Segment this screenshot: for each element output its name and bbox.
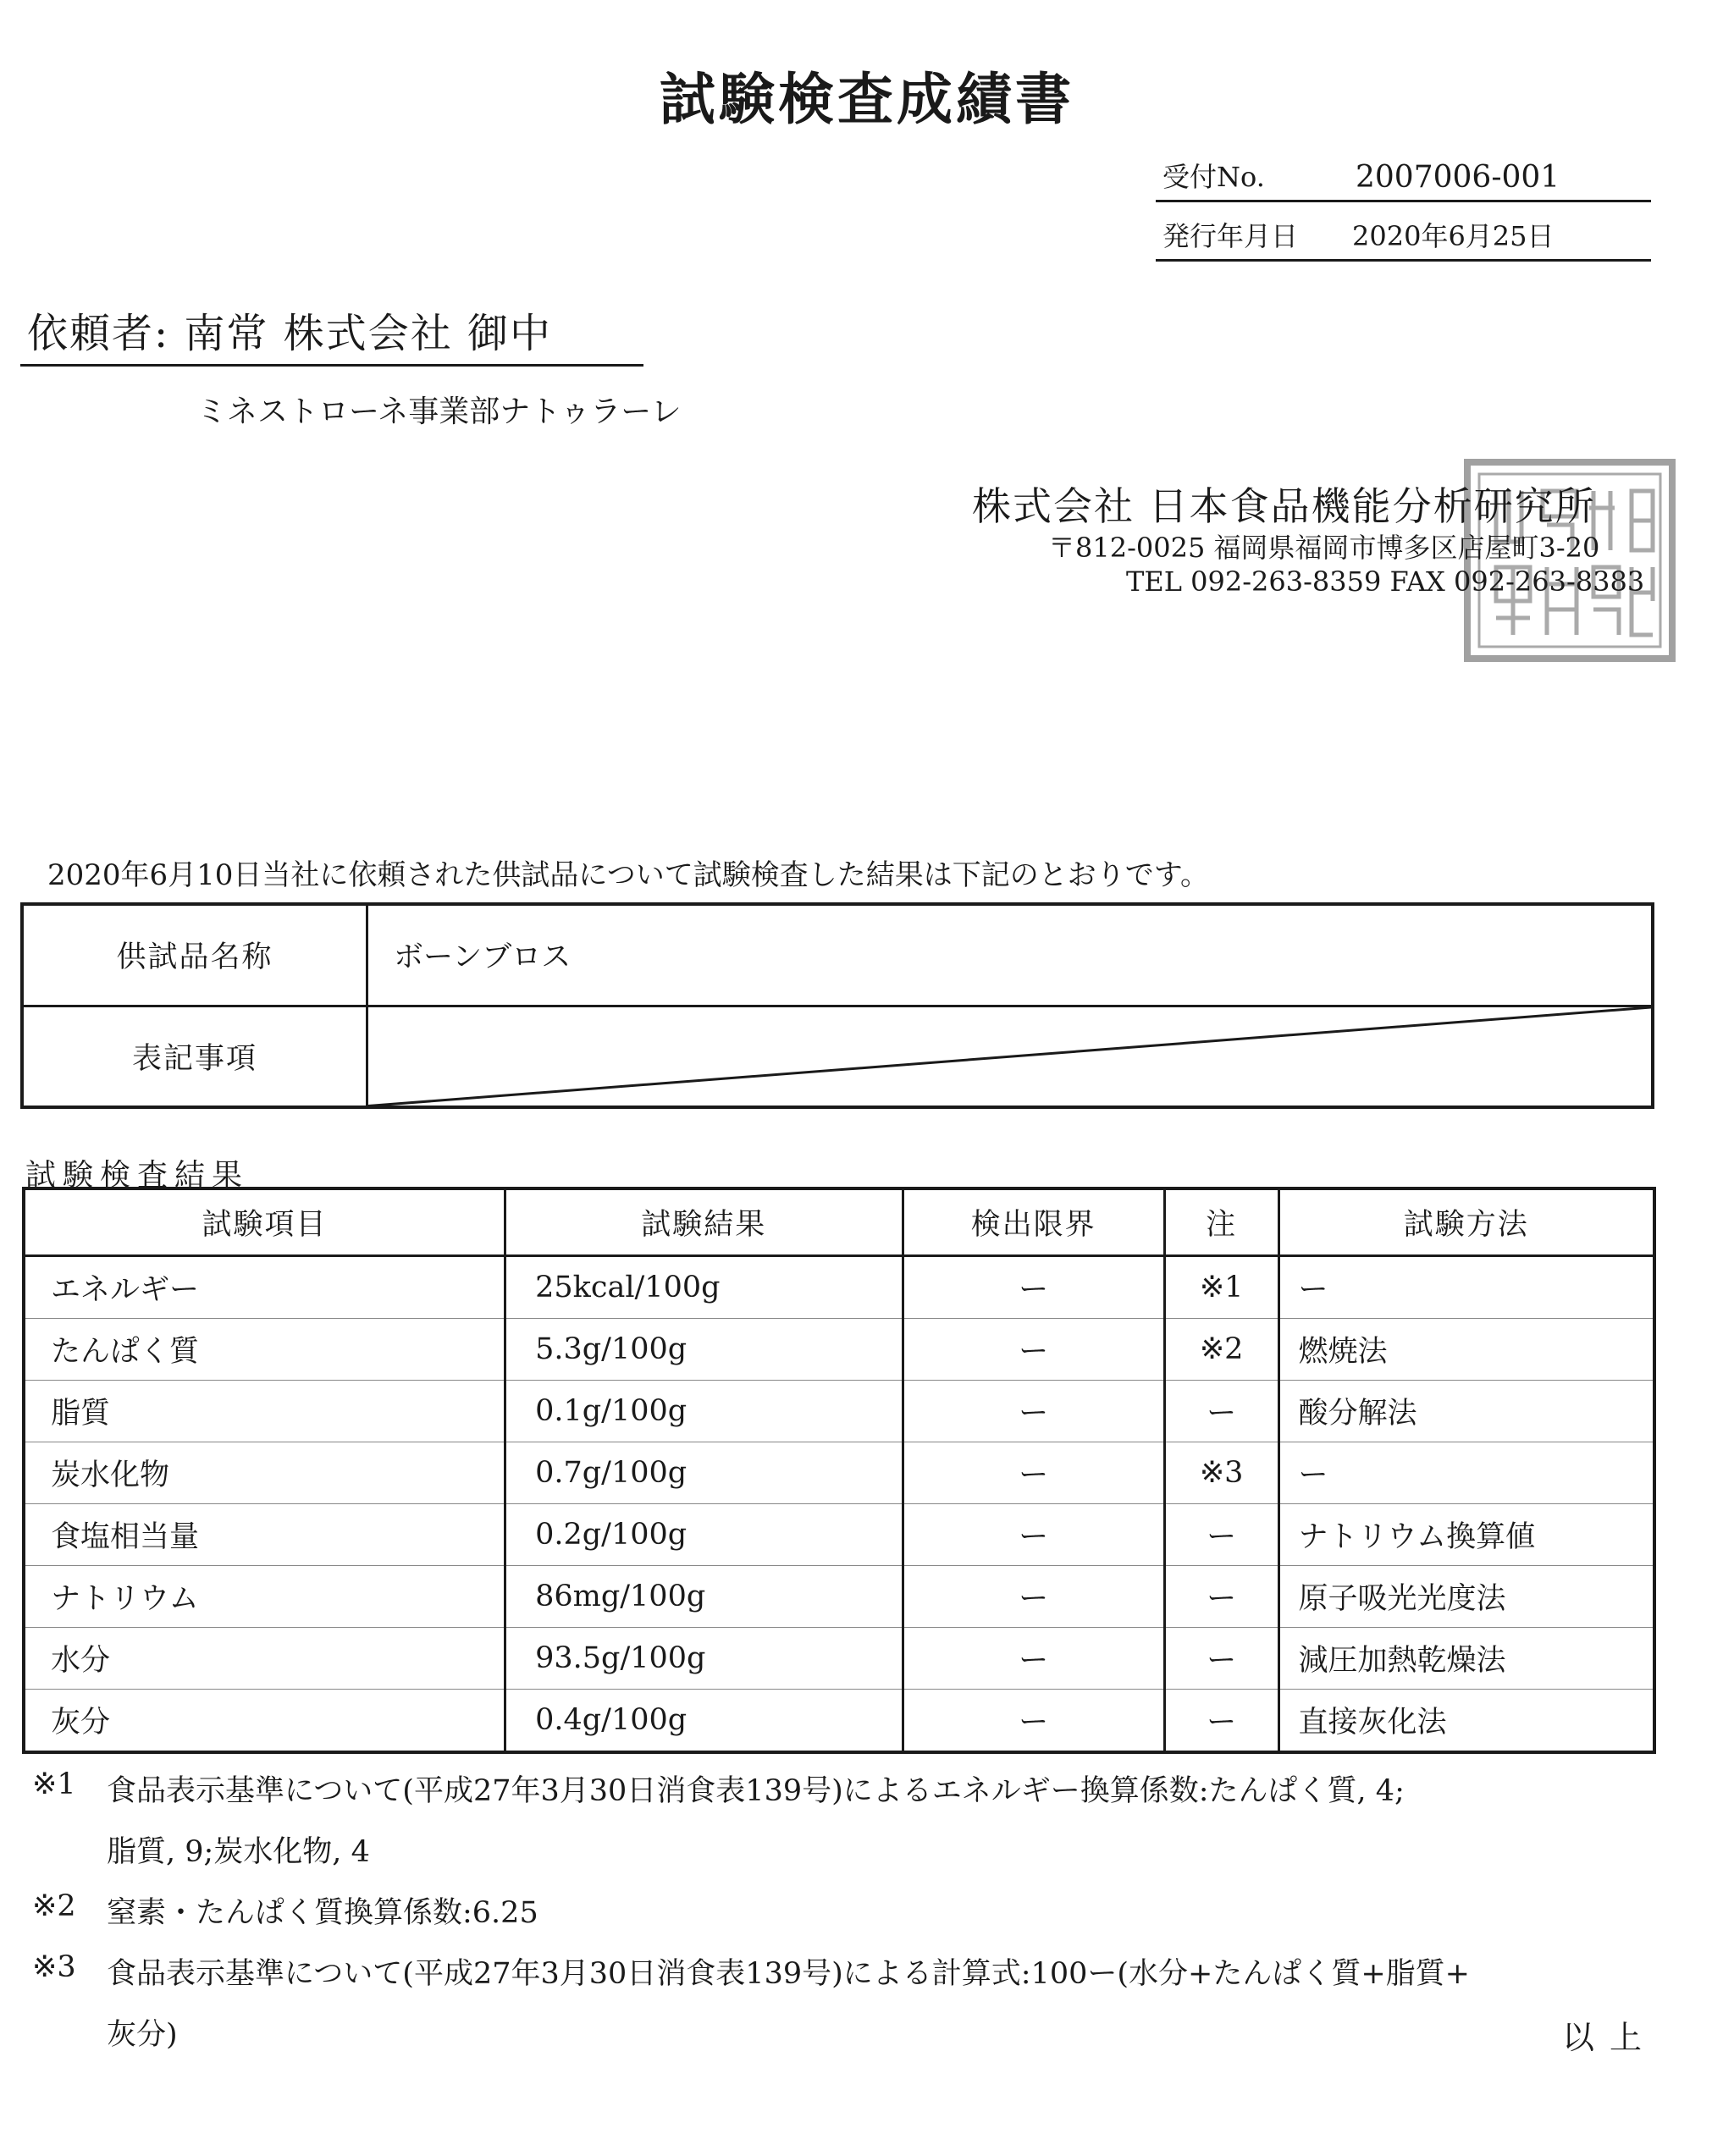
note-cell: ー: [1164, 1690, 1278, 1753]
issuer-company-name: 株式会社 日本食品機能分析研究所: [972, 483, 1596, 529]
item-cell: 脂質: [24, 1381, 505, 1442]
header-limit: 検出限界: [903, 1188, 1164, 1256]
limit-cell: ー: [903, 1256, 1164, 1319]
method-cell: 酸分解法: [1278, 1381, 1654, 1442]
issuer-address: 〒812-0025 福岡県福岡市博多区店屋町3-20: [1048, 532, 1600, 564]
issue-date-value: 2020年6月25日: [1352, 220, 1555, 252]
method-cell: 原子吸光光度法: [1278, 1566, 1654, 1628]
receipt-number-label: 受付No.: [1162, 161, 1265, 193]
intro-statement: 2020年6月10日当社に依頼された供試品について試験検査した結果は下記のとおりです。: [47, 858, 1210, 892]
header-result: 試験結果: [505, 1188, 903, 1256]
result-cell: 0.2g/100g: [505, 1504, 903, 1566]
sample-name-label: 供試品名称: [22, 904, 367, 1006]
method-cell: ー: [1278, 1256, 1654, 1319]
note-cell: ー: [1164, 1504, 1278, 1566]
footnote-3-mark: ※3: [32, 1950, 76, 1984]
results-table: [22, 1187, 1656, 1754]
footnote-3-line-2: 灰分): [107, 2018, 178, 2052]
table-row: [24, 1442, 1654, 1504]
issue-date-label: 発行年月日: [1162, 220, 1299, 252]
results-section-label: 試験検査結果: [25, 1158, 250, 1193]
footnote-3-line-1: 食品表示基準について(平成27年3月30日消食表139号)による計算式:100ー(水分+たんぱく質+脂質+: [107, 1957, 1470, 1991]
method-cell: ナトリウム換算値: [1278, 1504, 1654, 1566]
client-department: ミネストローネ事業部ナトゥラーレ: [196, 394, 682, 429]
result-cell: 0.7g/100g: [505, 1442, 903, 1504]
table-row: [24, 1504, 1654, 1566]
client-name-line: [20, 312, 643, 367]
note-cell: ※3: [1164, 1442, 1278, 1504]
result-cell: 93.5g/100g: [505, 1628, 903, 1690]
limit-cell: ー: [903, 1690, 1164, 1753]
table-row: [24, 1690, 1654, 1753]
sample-name-row: [22, 904, 1653, 1006]
item-cell: ナトリウム: [24, 1566, 505, 1628]
item-cell: たんぱく質: [24, 1319, 505, 1381]
table-row: [24, 1256, 1654, 1319]
method-cell: ー: [1278, 1442, 1654, 1504]
note-cell: ー: [1164, 1381, 1278, 1442]
note-cell: ※2: [1164, 1319, 1278, 1381]
sample-info-table: [20, 902, 1654, 1109]
header-item: 試験項目: [24, 1188, 505, 1256]
table-row: [24, 1628, 1654, 1690]
limit-cell: ー: [903, 1628, 1164, 1690]
result-cell: 0.4g/100g: [505, 1690, 903, 1753]
item-cell: 灰分: [24, 1690, 505, 1753]
note-cell: ー: [1164, 1566, 1278, 1628]
strike-diagonal: [368, 1007, 1651, 1106]
method-cell: 燃焼法: [1278, 1319, 1654, 1381]
document-title: 試験検査成績書: [660, 67, 1074, 132]
result-cell: 5.3g/100g: [505, 1319, 903, 1381]
sample-name-value: ボーンブロス: [367, 904, 1654, 1006]
limit-cell: ー: [903, 1381, 1164, 1442]
note-cell: ー: [1164, 1628, 1278, 1690]
footnote-1-line-1: 食品表示基準について(平成27年3月30日消食表139号)によるエネルギー換算係数:たんぱく質, 4;: [107, 1774, 1405, 1808]
issue-date-row: [1156, 212, 1651, 262]
header-method: 試験方法: [1278, 1188, 1654, 1256]
labeling-label: 表記事項: [22, 1006, 367, 1107]
results-header-row: [24, 1188, 1654, 1256]
table-row: [24, 1381, 1654, 1442]
limit-cell: ー: [903, 1319, 1164, 1381]
item-cell: 食塩相当量: [24, 1504, 505, 1566]
limit-cell: ー: [903, 1566, 1164, 1628]
closing-mark: 以上: [1562, 2019, 1658, 2056]
result-cell: 0.1g/100g: [505, 1381, 903, 1442]
labeling-value-cell: [367, 1006, 1654, 1107]
footnote-2-mark: ※2: [32, 1889, 76, 1923]
item-cell: 炭水化物: [24, 1442, 505, 1504]
issuer-tel-fax: TEL 092-263-8359 FAX 092-263-8383: [1126, 565, 1645, 598]
labeling-row: [22, 1006, 1653, 1107]
footnote-1-line-2: 脂質, 9;炭水化物, 4: [107, 1835, 370, 1869]
receipt-number-value: 2007006-001: [1356, 160, 1560, 195]
footnote-2-line-1: 窒素・たんぱく質換算係数:6.25: [107, 1896, 538, 1930]
table-row: [24, 1319, 1654, 1381]
footnote-1-mark: ※1: [32, 1767, 76, 1801]
receipt-number-row: [1156, 152, 1651, 202]
header-note: 注: [1164, 1188, 1278, 1256]
limit-cell: ー: [903, 1504, 1164, 1566]
note-cell: ※1: [1164, 1256, 1278, 1319]
limit-cell: ー: [903, 1442, 1164, 1504]
method-cell: 減圧加熱乾燥法: [1278, 1628, 1654, 1690]
result-cell: 86mg/100g: [505, 1566, 903, 1628]
table-row: [24, 1566, 1654, 1628]
item-cell: 水分: [24, 1628, 505, 1690]
result-cell: 25kcal/100g: [505, 1256, 903, 1319]
method-cell: 直接灰化法: [1278, 1690, 1654, 1753]
client-name: 依頼者: 南常 株式会社 御中: [27, 310, 552, 357]
item-cell: エネルギー: [24, 1256, 505, 1319]
